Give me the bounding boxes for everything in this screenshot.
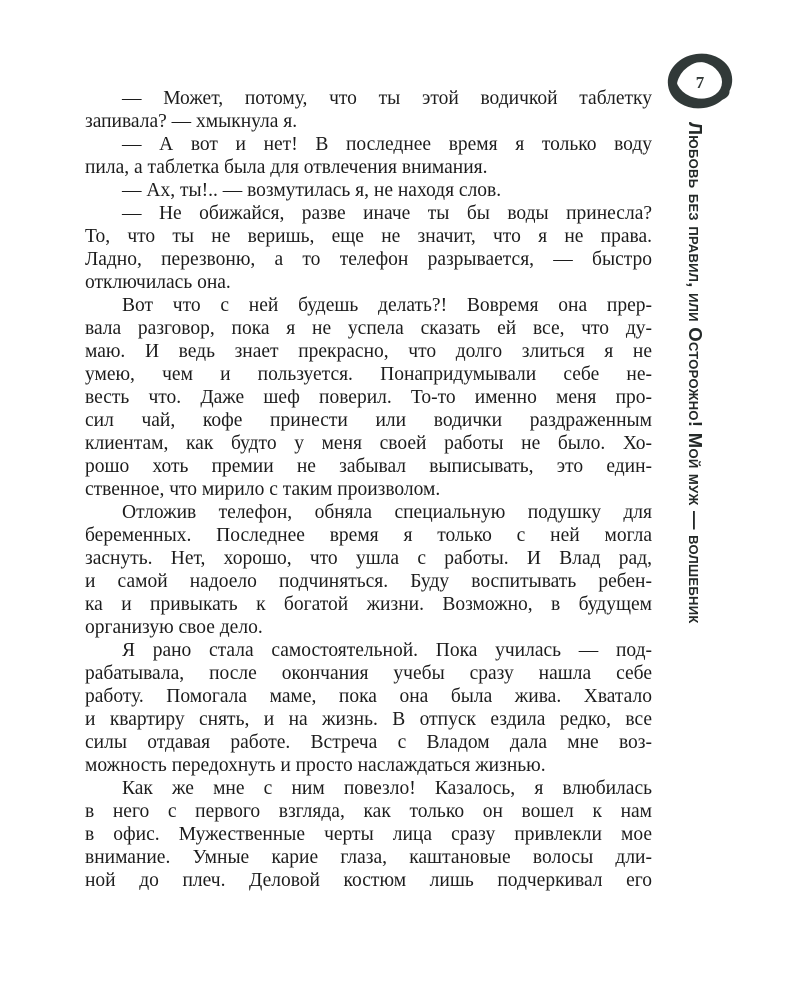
text-line: беременных. Последнее время я только с ней могла: [85, 525, 652, 546]
text-line: ной до плеч. Деловой костюм лишь подчеркивал его: [85, 870, 652, 891]
book-title-vertical: Любовь без правил, или Осторожно! Мой муж — волшебник: [685, 122, 706, 624]
text-line: рабатывала, после окончания учебы сразу нашла себе: [85, 663, 652, 684]
text-line: и квартиру снять, и на жизнь. В отпуск ездила редко, все: [85, 709, 652, 730]
paragraph: [85, 501, 652, 639]
text-line: работу. Помогала маме, пока она была жива. Хватало: [85, 686, 652, 707]
text-line: сил чай, кофе принести или водички раздраженным: [85, 410, 652, 431]
text-line: ственное, что мирило с таким произволом.: [85, 479, 441, 500]
text-line: вала разговор, пока я не успела сказать ей все, что ду-: [85, 318, 652, 339]
paragraph: [85, 87, 652, 133]
text-line: маю. И ведь знает прекрасно, что долго злиться я не: [85, 341, 652, 362]
text-line: Как же мне с ним повезло! Казалось, я влюбилась: [122, 778, 652, 799]
text-line: запивала? — хмыкнула я.: [85, 111, 298, 132]
text-line: силы отдавая работе. Встреча с Владом дала мне воз-: [85, 732, 652, 753]
text-line: — Ах, ты!.. — возмутилась я, не находя слов.: [122, 180, 502, 201]
page-number: 7: [695, 73, 705, 92]
paragraph: [85, 777, 652, 892]
paragraph: [85, 202, 652, 294]
page-number-badge: [663, 51, 737, 113]
paragraph: [85, 639, 652, 777]
text-line: в него с первого взгляда, как только он вошел к нам: [85, 801, 652, 822]
text-line: рошо хоть премии не забывал выписывать, это един-: [85, 456, 652, 477]
text-line: заснуть. Нет, хорошо, что ушла с работы. И Влад рад,: [85, 548, 652, 569]
text-line: — Не обижайся, разве иначе ты бы воды принесла?: [122, 203, 652, 224]
paragraph: [85, 294, 652, 501]
text-line: отключилась она.: [85, 272, 231, 293]
text-line: внимание. Умные карие глаза, каштановые волосы дли-: [85, 847, 652, 868]
text-line: Вот что с ней будешь делать?! Вовремя она прер-: [122, 295, 652, 316]
text-line: и самой надоело подчиняться. Буду воспитывать ребен-: [85, 571, 652, 592]
text-line: в офис. Мужественные черты лица сразу привлекли мое: [85, 824, 652, 845]
text-line: ка и привыкать к богатой жизни. Возможно, в будущем: [85, 594, 652, 615]
text-line: Я рано стала самостоятельной. Пока училась — под-: [122, 640, 652, 661]
text-line: Ладно, перезвоню, а то телефон разрывается, — быстро: [85, 249, 652, 270]
text-line: То, что ты не веришь, еще не значит, что я не права.: [85, 226, 652, 247]
paragraph: [85, 133, 652, 179]
text-line: организую свое дело.: [85, 617, 263, 638]
text-line: клиентам, как будто у меня своей работы не было. Хо-: [85, 433, 652, 454]
text-line: Отложив телефон, обняла специальную подушку для: [122, 502, 652, 523]
text-line: — Может, потому, что ты этой водичкой таблетку: [122, 88, 652, 109]
paragraph: [85, 179, 652, 202]
text-line: можность передохнуть и просто наслаждаться жизнью.: [85, 755, 546, 776]
text-line: умею, чем и пользуется. Понапридумывали себе не-: [85, 364, 652, 385]
text-line: пила, а таблетка была для отвлечения внимания.: [85, 157, 488, 178]
page-text: [85, 87, 652, 892]
text-line: весть что. Даже шеф поверил. То-то именно меня про-: [85, 387, 652, 408]
text-line: — А вот и нет! В последнее время я только воду: [122, 134, 652, 155]
